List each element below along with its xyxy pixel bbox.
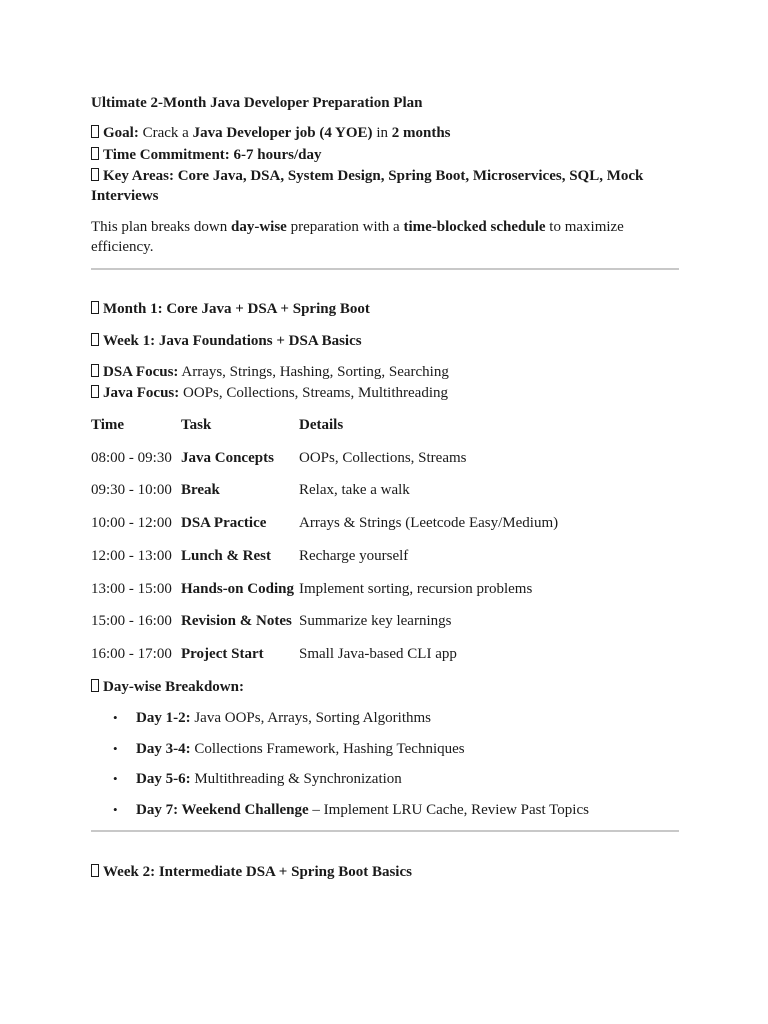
table-cell-time: 08:00 - 09:30 <box>91 450 172 466</box>
table-cell-details: Arrays & Strings (Leetcode Easy/Medium) <box>299 515 559 531</box>
emoji-placeholder-icon <box>91 301 99 314</box>
emoji-placeholder-icon <box>91 147 99 160</box>
document-title: Ultimate 2-Month Java Developer Preparation Plan <box>91 95 423 111</box>
table-cell-time: 16:00 - 17:00 <box>91 646 172 662</box>
horizontal-rule <box>91 268 679 270</box>
table-cell-task: Project Start <box>181 646 264 662</box>
table-cell-time: 09:30 - 10:00 <box>91 482 172 498</box>
week1-heading: Week 1: Java Foundations + DSA Basics <box>91 331 362 351</box>
table-cell-time: 15:00 - 16:00 <box>91 613 172 629</box>
table-cell-task: Lunch & Rest <box>181 548 272 564</box>
table-cell-details: OOPs, Collections, Streams <box>299 450 467 466</box>
bullet-icon: • <box>113 741 118 756</box>
goal-line: Goal: Crack a Java Developer job (4 YOE) in 2 months <box>91 123 451 143</box>
bullet-icon: • <box>113 802 118 817</box>
table-cell-time: 13:00 - 15:00 <box>91 581 172 597</box>
table-cell-task: Hands-on Coding <box>181 581 294 597</box>
emoji-placeholder-icon <box>91 364 99 377</box>
table-header-task: Task <box>181 417 212 433</box>
month1-heading: Month 1: Core Java + DSA + Spring Boot <box>91 299 370 319</box>
table-cell-details: Relax, take a walk <box>299 482 410 498</box>
emoji-placeholder-icon <box>91 864 99 877</box>
horizontal-rule <box>91 830 679 832</box>
key-areas-line: Key Areas: Core Java, DSA, System Design, Spring Boot, Microservices, SQL, Mock Interviews <box>91 168 644 204</box>
table-cell-details: Implement sorting, recursion problems <box>299 581 533 597</box>
daywise-heading: Day-wise Breakdown: <box>91 677 244 697</box>
dsa-focus-line: DSA Focus: Arrays, Strings, Hashing, Sorting, Searching <box>91 362 449 382</box>
time-commitment-line: Time Commitment: 6-7 hours/day <box>91 145 321 165</box>
emoji-placeholder-icon <box>91 385 99 398</box>
intro-paragraph: This plan breaks down day-wise preparation with a time-blocked schedule to maximize efficiency. <box>91 219 624 255</box>
table-cell-task: Revision & Notes <box>181 613 292 629</box>
emoji-placeholder-icon <box>91 333 99 346</box>
bullet-icon: • <box>113 710 118 725</box>
emoji-placeholder-icon <box>91 125 99 138</box>
table-cell-time: 12:00 - 13:00 <box>91 548 172 564</box>
table-cell-task: Java Concepts <box>181 450 274 466</box>
bullet-icon: • <box>113 771 118 786</box>
table-header-time: Time <box>91 417 125 433</box>
java-focus-line: Java Focus: OOPs, Collections, Streams, Multithreading <box>91 383 448 403</box>
table-cell-details: Summarize key learnings <box>299 613 452 629</box>
emoji-placeholder-icon <box>91 168 99 181</box>
list-item: • Day 1-2: Java OOPs, Arrays, Sorting Algorithms <box>113 710 431 726</box>
list-item: • Day 7: Weekend Challenge – Implement LRU Cache, Review Past Topics <box>113 802 589 818</box>
table-cell-details: Small Java-based CLI app <box>299 646 457 662</box>
table-cell-task: Break <box>181 482 220 498</box>
week2-heading: Week 2: Intermediate DSA + Spring Boot Basics <box>91 862 412 882</box>
table-cell-time: 10:00 - 12:00 <box>91 515 172 531</box>
table-cell-task: DSA Practice <box>181 515 267 531</box>
list-item: • Day 5-6: Multithreading & Synchronization <box>113 771 402 787</box>
emoji-placeholder-icon <box>91 679 99 692</box>
list-item: • Day 3-4: Collections Framework, Hashing Techniques <box>113 741 465 757</box>
table-header-details: Details <box>299 417 344 433</box>
table-cell-details: Recharge yourself <box>299 548 409 564</box>
